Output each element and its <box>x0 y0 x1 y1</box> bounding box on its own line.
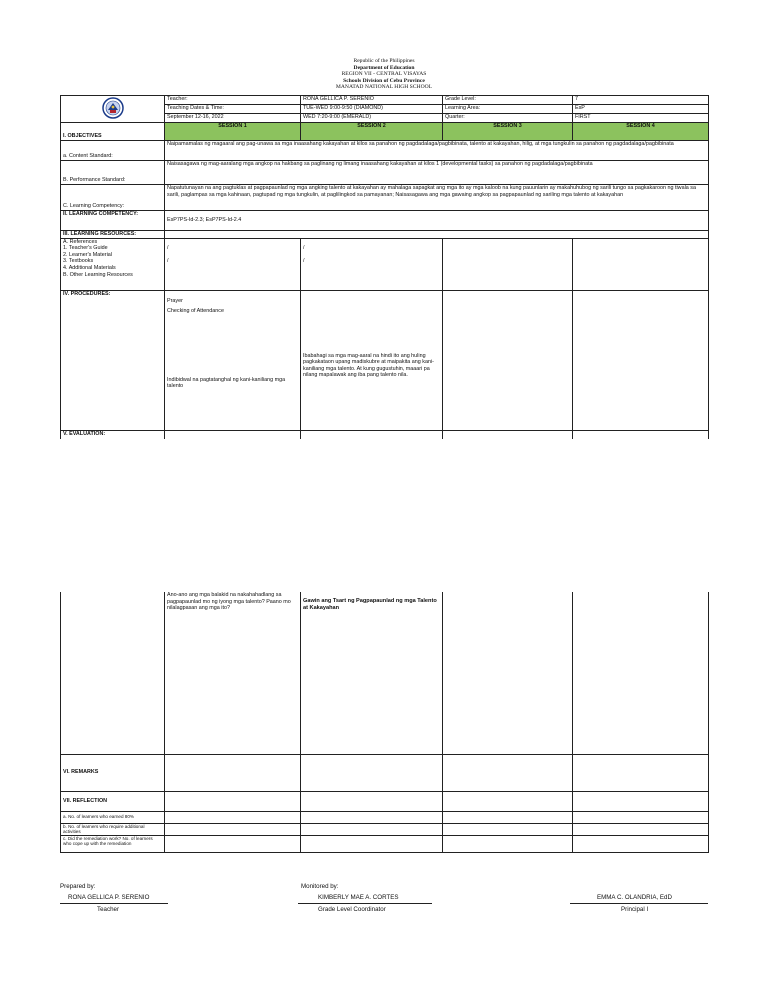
check-mark: / <box>303 258 305 265</box>
proc-attendance: Checking of Attendance <box>167 308 224 315</box>
proc-prayer: Prayer <box>167 297 183 304</box>
principal-signature-line <box>570 903 708 904</box>
reflection-c-label: c. Did the remediation work? No. of learners who cope up with the remediation <box>61 835 165 852</box>
deped-seal-icon <box>102 97 124 119</box>
learning-competency-label: C. Learning Competency: <box>61 185 165 211</box>
proc-session-1-activity: Indibidwal na pagtatanghal ng kani-kaniliang mga talento <box>167 376 286 390</box>
monitored-by-name: KIMBERLY MAE A. CORTES <box>318 894 399 901</box>
session-3-header: SESSION 3 <box>443 123 573 141</box>
procedures-heading: IV. PROCEDURES: <box>61 290 165 430</box>
header-republic: Republic of the Philippines <box>353 58 415 64</box>
reflection-heading: VII. REFLECTION <box>61 791 165 811</box>
deped-logo-cell <box>61 96 165 123</box>
grade-label: Grade Level: <box>443 96 573 105</box>
principal-role: Principal I <box>621 906 649 913</box>
res-learners-material: 2. Learner's Material <box>63 251 112 258</box>
teacher-label: Teacher: <box>165 96 301 105</box>
header-department: Department of Education <box>353 64 415 71</box>
prepared-signature-line <box>60 903 168 904</box>
performance-standard-text: Naisasagawa ng mag-aaralang mga angkop na hakbang sa paglinang ng limang inaasahang kakayahan at kilos 1 (developmental tasks) sa panahon ng pagdadalaga/pagbibinata <box>165 161 709 185</box>
res-session-1 <box>165 238 301 290</box>
remarks-session-4 <box>573 754 709 791</box>
grade-value: 7 <box>573 96 709 105</box>
monitored-signature-line <box>298 903 432 904</box>
remarks-session-2 <box>301 754 443 791</box>
teacher-value: RONA GELLICA P. SERENIO <box>301 96 443 105</box>
prepared-by-label: Prepared by: <box>60 883 96 890</box>
res-other: B. Other Learning Resources <box>63 271 133 278</box>
reflection-a-label: a. No. of learners who earned 80% <box>61 811 165 823</box>
principal-name: EMMA C. OLANDRIA, EdD <box>597 894 672 901</box>
header-region: REGION VII - CENTRAL VISAYAS <box>341 71 427 78</box>
content-standard-label: a. Content Standard: <box>61 141 165 161</box>
header-school: MANATAD NATIONAL HIGH SCHOOL <box>335 84 433 91</box>
session-1-header: SESSION 1 <box>165 123 301 141</box>
monitored-by-label: Monitored by: <box>301 883 339 890</box>
evaluation-heading: V. EVALUATION: <box>61 430 165 439</box>
evaluation-session-3 <box>443 592 573 754</box>
evaluation-session-4 <box>573 592 709 754</box>
remarks-heading: VI. REMARKS <box>61 754 165 791</box>
procedures-session-4 <box>573 290 709 430</box>
check-mark: / <box>303 245 305 252</box>
content-standard-text: Naipamamalas ng magaaral ang pag-unawa sa mga inaasahang kakayahan at kilos sa panahon ng pagdadalaga/pagbibinata, talento at kakayahan, hilig, at mga tungkulin sa panahon ng pagdadalaga/pagbibinata <box>165 141 709 161</box>
monitored-by-role: Grade Level Coordinator <box>318 906 386 913</box>
procedures-session-1 <box>165 290 301 430</box>
reflection-b-label: b. No. of learners who require additional activities <box>61 823 165 835</box>
lesson-plan-table <box>60 95 709 439</box>
document-header <box>0 58 768 91</box>
dates-value-1: TUE-WED 9:00-9:50 (DIAMOND) <box>301 105 443 114</box>
res-session-2 <box>301 238 443 290</box>
proc-session-2-activity: Ibabahagi sa mga mag-aaral na hindi ito ang huling pagkakataon upang madiskubre at maipakita ang kani-kaniliang mga talento. At kung gugustuhin, maaari pa nilang mapalawak ang iba pang talento nila. <box>303 352 434 379</box>
session-4-header: SESSION 4 <box>573 123 709 141</box>
header-division: Schools Division of Cebu Province <box>343 77 425 84</box>
res-references: A. References <box>63 238 98 245</box>
session-2-header: SESSION 2 <box>301 123 443 141</box>
quarter-value: FIRST <box>573 114 709 123</box>
quarter-label: Quarter: <box>443 114 573 123</box>
dates-value-2: WED 7:20-9:00 (EMERALD) <box>301 114 443 123</box>
evaluation-session-1: Ano-ano ang mga balakid na nakahahadlang sa pagpapaunlad mo ng iyong mga talento? Paano mo nilalagpasan ang mga ito? <box>165 592 301 754</box>
dates-label: Teaching Dates & Time: <box>165 105 301 114</box>
learning-competency-text: Napatutunayan na ang pagtuklas at pagpapaunlad ng mga angking talento at kakayahan ay mahalaga sapagkat ang mga ito ay mga kaloob na kung pauunlarin ay makahuhubog ng sarili tungo sa pagkakaroon ng tiwala sa sarili, paglampas sa mga kahinaan, pagtupad ng mga tungkulin, at paglilingkod sa pamayanan; Naisasagawa ang mga gawaing angkop sa pagpapaunlad ng sariling mga talento at kakayahan <box>165 185 709 211</box>
dates-range: September 12-16, 2022 <box>165 114 301 123</box>
procedures-session-3 <box>443 290 573 430</box>
prepared-by-name: RONA GELLICA P. SERENIO <box>68 894 150 901</box>
remarks-session-3 <box>443 754 573 791</box>
objectives-heading: I. OBJECTIVES <box>61 123 165 141</box>
res-textbooks: 3. Textbooks <box>63 258 94 265</box>
area-value: EsP <box>573 105 709 114</box>
learning-competency-heading: II. LEARNING COMPETENCY: <box>61 211 165 231</box>
resources-list <box>61 238 165 290</box>
area-label: Learning Area: <box>443 105 573 114</box>
competency-codes: EsP7PS-Id-2.3; EsP7PS-Id-2.4 <box>165 211 709 231</box>
performance-standard-label: B. Performance Standard: <box>61 161 165 185</box>
procedures-session-2 <box>301 290 443 430</box>
resources-heading: III. LEARNING RESOURCES: <box>61 231 165 239</box>
lesson-plan-table-continued <box>60 592 709 853</box>
prepared-by-role: Teacher <box>97 906 120 913</box>
check-mark: / <box>167 258 169 265</box>
res-teachers-guide: 1. Teacher's Guide <box>63 245 108 252</box>
evaluation-session-2-text: Gawin ang Tsart ng Pagpapaunlad ng mga Talento at Kakayahan <box>303 598 437 611</box>
remarks-session-1 <box>165 754 301 791</box>
res-additional-materials: 4. Additional Materials <box>63 264 116 271</box>
evaluation-session-2 <box>301 592 443 754</box>
res-session-3 <box>443 238 573 290</box>
check-mark: / <box>167 245 169 252</box>
res-session-4 <box>573 238 709 290</box>
